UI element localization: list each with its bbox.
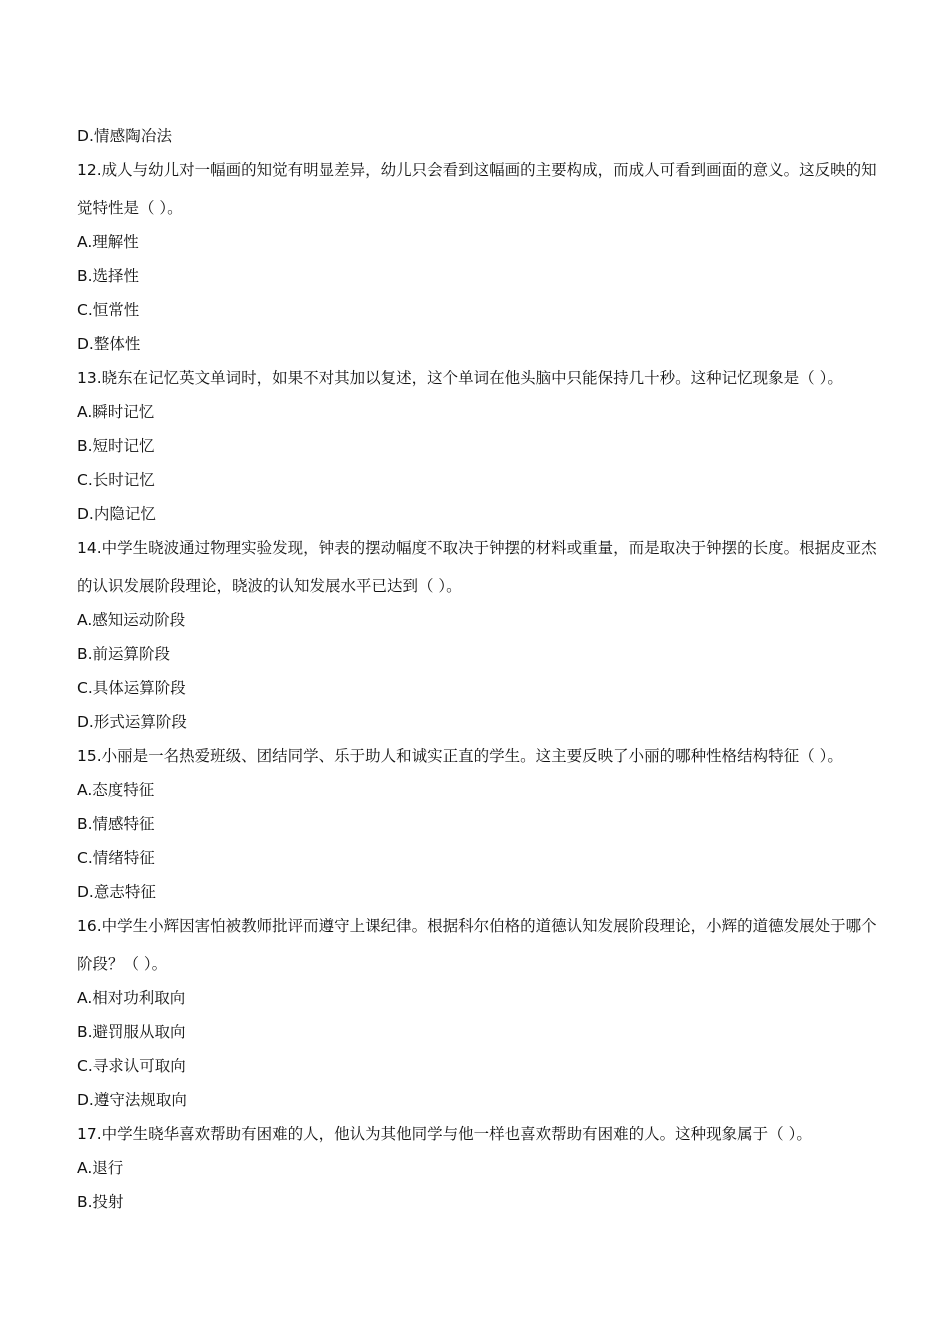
question-14 <box>77 529 887 605</box>
option-b: B.选择性 <box>77 267 140 285</box>
option-a: A.态度特征 <box>77 781 155 799</box>
question-stem: 16.中学生小辉因害怕被教师批评而遵守上课纪律。根据科尔伯格的道德认知发展阶段理论，小辉的道德发展处于哪个阶段？（ ）。 <box>77 917 877 973</box>
question-list <box>77 124 887 1224</box>
question-stem: 14.中学生晓波通过物理实验发现，钟表的摆动幅度不取决于钟摆的材料或重量，而是取决于钟摆的长度。根据皮亚杰的认识发展阶段理论，晓波的认知发展水平已达到（ ）。 <box>77 539 877 595</box>
option-c: C.长时记忆 <box>77 471 155 489</box>
lead-option: D.情感陶冶法 <box>77 127 173 145</box>
option-d: D.意志特征 <box>77 883 156 901</box>
option-a: A.瞬时记忆 <box>77 403 155 421</box>
question-stem: 13.晓东在记忆英文单词时，如果不对其加以复述，这个单词在他头脑中只能保持几十秒。这种记忆现象是（ ）。 <box>77 369 843 387</box>
question-stem: 15.小丽是一名热爱班级、团结同学、乐于助人和诚实正直的学生。这主要反映了小丽的哪种性格结构特征（ ）。 <box>77 747 843 765</box>
question-15 <box>77 744 887 768</box>
question-stem: 12.成人与幼儿对一幅画的知觉有明显差异，幼儿只会看到这幅画的主要构成，而成人可看到画面的意义。这反映的知觉特性是（ ）。 <box>77 161 877 217</box>
question-stem: 17.中学生晓华喜欢帮助有困难的人，他认为其他同学与他一样也喜欢帮助有困难的人。这种现象属于（ ）。 <box>77 1125 812 1143</box>
option-d: D.内隐记忆 <box>77 505 156 523</box>
option-b: B.避罚服从取向 <box>77 1023 186 1041</box>
question-17 <box>77 1122 887 1146</box>
question-13 <box>77 366 887 390</box>
option-d: D.形式运算阶段 <box>77 713 187 731</box>
option-d: D.整体性 <box>77 335 141 353</box>
option-b: B.前运算阶段 <box>77 645 171 663</box>
question-12 <box>77 151 887 227</box>
option-b: B.短时记忆 <box>77 437 155 455</box>
option-c: C.寻求认可取向 <box>77 1057 186 1075</box>
option-c: C.恒常性 <box>77 301 140 319</box>
option-a: A.退行 <box>77 1159 124 1177</box>
question-16 <box>77 907 887 983</box>
option-d: D.遵守法规取向 <box>77 1091 187 1109</box>
option-a: A.理解性 <box>77 233 139 251</box>
option-a: A.相对功利取向 <box>77 989 186 1007</box>
option-b: B.情感特征 <box>77 815 155 833</box>
option-c: C.具体运算阶段 <box>77 679 186 697</box>
option-a: A.感知运动阶段 <box>77 611 186 629</box>
option-b: B.投射 <box>77 1193 124 1211</box>
option-c: C.情绪特征 <box>77 849 155 867</box>
